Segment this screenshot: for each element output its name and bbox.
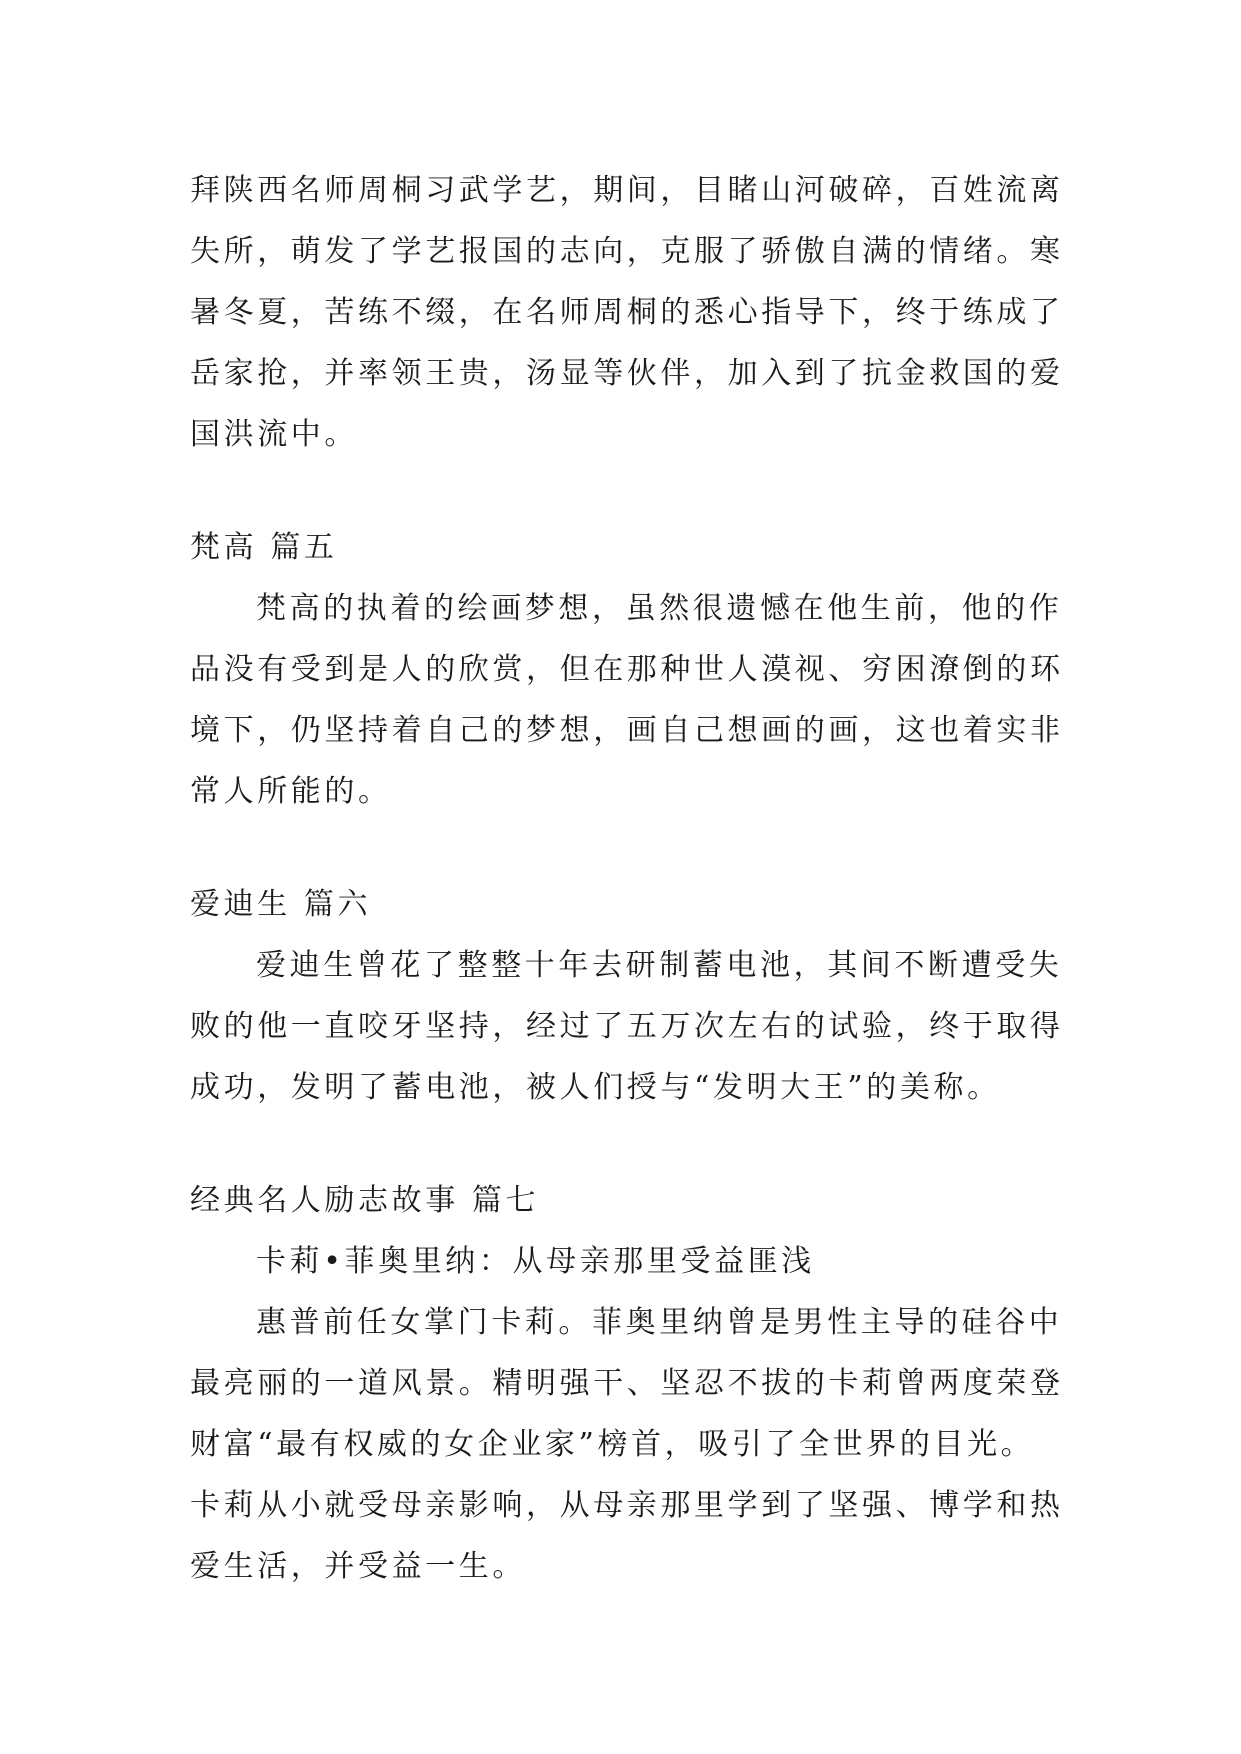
text-line: 失所，萌发了学艺报国的志向，克服了骄傲自满的情绪。寒 <box>190 234 1064 269</box>
text-line: 境下，仍坚持着自己的梦想，画自己想画的画，这也着实非 <box>190 713 1064 748</box>
text-line: 暑冬夏，苦练不缀，在名师周桐的悉心指导下，终于练成了 <box>190 295 1064 330</box>
text-line: 岳家抢，并率领王贵，汤显等伙伴，加入到了抗金救国的爱 <box>190 356 1064 391</box>
text-line: 国洪流中。 <box>190 417 358 452</box>
text-line: 常人所能的。 <box>190 774 392 809</box>
text-line: 最亮丽的一道风景。精明强干、坚忍不拔的卡莉曾两度荣登 <box>190 1366 1064 1401</box>
text-line: 财富“最有权威的女企业家”榜首，吸引了全世界的目光。 <box>190 1427 1035 1462</box>
text-line: 品没有受到是人的欣赏，但在那种世人漠视、穷困潦倒的环 <box>190 652 1064 687</box>
text-line: 成功，发明了蓄电池，被人们授与“发明大王”的美称。 <box>190 1070 1001 1105</box>
text-line: 败的他一直咬牙坚持，经过了五万次左右的试验，终于取得 <box>190 1009 1064 1044</box>
text-line: 爱生活，并受益一生。 <box>190 1549 526 1584</box>
text-line: 爱迪生曾花了整整十年去研制蓄电池，其间不断遭受失 <box>256 948 1063 983</box>
text-line: 梵高的执着的绘画梦想，虽然很遗憾在他生前，他的作 <box>256 591 1063 626</box>
section-five <box>190 517 1064 822</box>
text-line: 卡莉从小就受母亲影响，从母亲那里学到了坚强、博学和热 <box>190 1488 1064 1523</box>
text-line: 拜陕西名师周桐习武学艺，期间，目睹山河破碎，百姓流离 <box>190 173 1064 208</box>
text-line: 惠普前任女掌门卡莉。菲奥里纳曾是男性主导的硅谷中 <box>256 1305 1063 1340</box>
section-heading: 梵高 篇五 <box>190 530 338 565</box>
intro-paragraph <box>190 160 1064 465</box>
section-heading: 爱迪生 篇六 <box>190 887 372 922</box>
document-page <box>190 160 1064 1597</box>
section-seven <box>190 1170 1064 1597</box>
section-subtitle: 卡莉•菲奥里纳：从母亲那里受益匪浅 <box>256 1244 815 1279</box>
section-heading: 经典名人励志故事 篇七 <box>190 1183 540 1218</box>
section-six <box>190 874 1064 1118</box>
